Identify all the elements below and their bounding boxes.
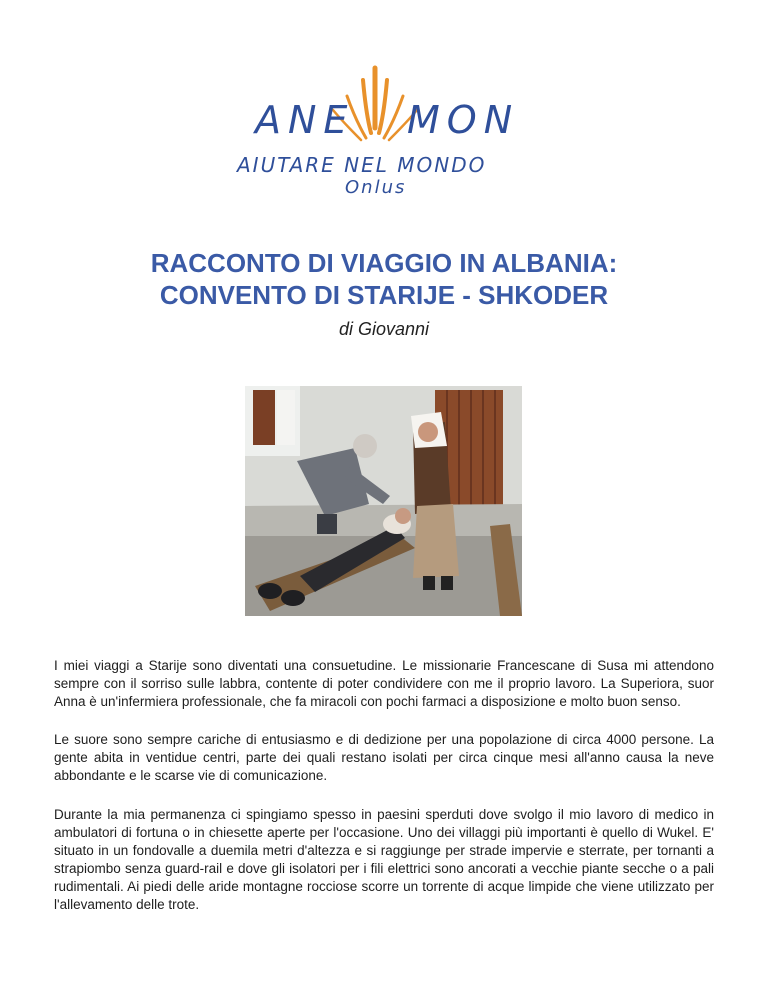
logo-word-right: MON (407, 98, 520, 142)
title-line-1: RACCONTO DI VIAGGIO IN ALBANIA: (150, 248, 618, 278)
byline: di Giovanni (338, 319, 430, 339)
paragraph-2: Le suore sono sempre cariche di entusiasmo e di dedizione per una popolazione di circa 4000 persone. La gente abita in ventidue centri, parte dei quali restano isolati per circa cinque mesi all'anno causa la neve abbondante e le scarse vie di comunicazione. (54, 732, 714, 783)
logo-word-left: ANE (255, 98, 355, 142)
doctor-examining-patient-photo (245, 386, 522, 616)
anemon-logo (225, 58, 545, 208)
title-line-2: CONVENTO DI STARIJE - SHKODER (159, 280, 609, 310)
paragraph-3: Durante la mia permanenza ci spingiamo spesso in paesini sperduti dove svolgo il mio lavoro di medico in ambulatori di fortuna o in chiesette aperte per l'occasione. Uno dei villaggi più importanti è quello di Wukel. E' situato in un fondovalle a duemila metri d'altezza e si raggiunge per strade impervie e sterrate, per tornanti a strapiombo senza guard-rail e dove gli isolatori per i fili elettrici sono ancorati a vecchie piante secche o a pali rudimentali. Ai piedi delle aride montagne rocciose scorre un torrente di acque limpide che viene utilizzato per l'allevamento delle trote. (54, 807, 714, 912)
paragraph-1: I miei viaggi a Starije sono diventati una consuetudine. Le missionarie Francescane di Susa mi attendono sempre con il sorriso sulle labbra, contente di poter condividere con me il proprio lavoro. La Superiora, suor Anna è un'infermiera professionale, che fa miracoli con pochi farmaci a disposizione e molto buon senso. (54, 658, 714, 709)
logo-suffix: Onlus (345, 177, 407, 198)
logo-tagline: AIUTARE NEL MONDO (237, 153, 487, 177)
